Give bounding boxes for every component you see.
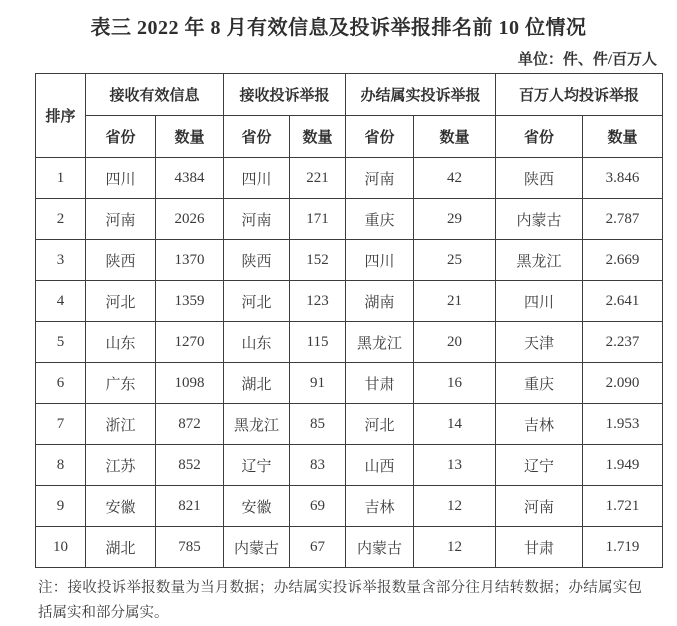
count-cell: 14: [414, 404, 496, 445]
province-cell: 内蒙古: [496, 199, 583, 240]
province-cell: 河南: [346, 158, 414, 199]
count-cell: 2.641: [583, 281, 663, 322]
count-cell: 4384: [156, 158, 224, 199]
header-count: 数量: [290, 116, 346, 158]
header-group-verified-complaints: 办结属实投诉举报: [346, 74, 496, 116]
province-cell: 黑龙江: [496, 240, 583, 281]
header-province: 省份: [86, 116, 156, 158]
province-cell: 黑龙江: [346, 322, 414, 363]
table-row: [36, 281, 663, 322]
table-row: [36, 363, 663, 404]
count-cell: 21: [414, 281, 496, 322]
count-cell: 171: [290, 199, 346, 240]
rank-cell: 6: [36, 363, 86, 404]
province-cell: 黑龙江: [224, 404, 290, 445]
count-cell: 20: [414, 322, 496, 363]
table-row: [36, 527, 663, 568]
count-cell: 2.090: [583, 363, 663, 404]
count-cell: 25: [414, 240, 496, 281]
rank-cell: 10: [36, 527, 86, 568]
province-cell: 四川: [86, 158, 156, 199]
province-cell: 湖北: [224, 363, 290, 404]
rank-cell: 8: [36, 445, 86, 486]
province-cell: 陕西: [496, 158, 583, 199]
province-cell: 安徽: [224, 486, 290, 527]
province-cell: 重庆: [496, 363, 583, 404]
count-cell: 67: [290, 527, 346, 568]
province-cell: 甘肃: [346, 363, 414, 404]
count-cell: 1.953: [583, 404, 663, 445]
province-cell: 四川: [496, 281, 583, 322]
count-cell: 91: [290, 363, 346, 404]
count-cell: 12: [414, 486, 496, 527]
table-row: [36, 486, 663, 527]
count-cell: 42: [414, 158, 496, 199]
rank-cell: 2: [36, 199, 86, 240]
province-cell: 吉林: [346, 486, 414, 527]
province-cell: 辽宁: [224, 445, 290, 486]
province-cell: 山东: [86, 322, 156, 363]
province-cell: 陕西: [86, 240, 156, 281]
count-cell: 1359: [156, 281, 224, 322]
count-cell: 2.787: [583, 199, 663, 240]
count-cell: 123: [290, 281, 346, 322]
rank-cell: 4: [36, 281, 86, 322]
rank-cell: 1: [36, 158, 86, 199]
count-cell: 821: [156, 486, 224, 527]
table-row: [36, 322, 663, 363]
province-cell: 河南: [86, 199, 156, 240]
province-cell: 河北: [224, 281, 290, 322]
table-row: [36, 404, 663, 445]
header-province: 省份: [496, 116, 583, 158]
count-cell: 3.846: [583, 158, 663, 199]
province-cell: 河南: [496, 486, 583, 527]
count-cell: 29: [414, 199, 496, 240]
count-cell: 12: [414, 527, 496, 568]
rank-cell: 3: [36, 240, 86, 281]
table-header: [36, 74, 663, 158]
footnote: 注：接收投诉举报数量为当月数据；办结属实投诉举报数量含部分往月结转数据；办结属实包括属实和部分属实。: [38, 580, 642, 621]
header-row-subcolumns: [36, 116, 663, 158]
count-cell: 2.669: [583, 240, 663, 281]
count-cell: 2.237: [583, 322, 663, 363]
count-cell: 115: [290, 322, 346, 363]
header-row-groups: [36, 74, 663, 116]
province-cell: 安徽: [86, 486, 156, 527]
header-count: 数量: [583, 116, 663, 158]
header-group-received-valid-info: 接收有效信息: [86, 74, 224, 116]
rank-cell: 5: [36, 322, 86, 363]
header-rank: 排序: [36, 74, 86, 158]
count-cell: 16: [414, 363, 496, 404]
count-cell: 872: [156, 404, 224, 445]
count-cell: 1.721: [583, 486, 663, 527]
province-cell: 河北: [346, 404, 414, 445]
ranking-table: [35, 73, 663, 568]
count-cell: 69: [290, 486, 346, 527]
province-cell: 湖北: [86, 527, 156, 568]
table-row: [36, 158, 663, 199]
province-cell: 湖南: [346, 281, 414, 322]
header-province: 省份: [346, 116, 414, 158]
count-cell: 83: [290, 445, 346, 486]
province-cell: 吉林: [496, 404, 583, 445]
header-count: 数量: [156, 116, 224, 158]
header-group-complaints-per-million: 百万人均投诉举报: [496, 74, 663, 116]
table-body: [36, 158, 663, 568]
header-count: 数量: [414, 116, 496, 158]
count-cell: 1.949: [583, 445, 663, 486]
province-cell: 河南: [224, 199, 290, 240]
unit-label: 单位：件、件/百万人: [517, 52, 657, 68]
rank-cell: 7: [36, 404, 86, 445]
table-row: [36, 445, 663, 486]
province-cell: 山东: [224, 322, 290, 363]
count-cell: 785: [156, 527, 224, 568]
province-cell: 四川: [224, 158, 290, 199]
province-cell: 江苏: [86, 445, 156, 486]
count-cell: 1098: [156, 363, 224, 404]
rank-cell: 9: [36, 486, 86, 527]
province-cell: 广东: [86, 363, 156, 404]
header-province: 省份: [224, 116, 290, 158]
province-cell: 内蒙古: [224, 527, 290, 568]
province-cell: 浙江: [86, 404, 156, 445]
count-cell: 852: [156, 445, 224, 486]
count-cell: 13: [414, 445, 496, 486]
province-cell: 陕西: [224, 240, 290, 281]
province-cell: 甘肃: [496, 527, 583, 568]
count-cell: 152: [290, 240, 346, 281]
table-row: [36, 240, 663, 281]
count-cell: 1.719: [583, 527, 663, 568]
province-cell: 河北: [86, 281, 156, 322]
page-title: 表三 2022 年 8 月有效信息及投诉举报排名前 10 位情况: [90, 17, 587, 39]
province-cell: 四川: [346, 240, 414, 281]
table-row: [36, 199, 663, 240]
count-cell: 1370: [156, 240, 224, 281]
count-cell: 85: [290, 404, 346, 445]
province-cell: 内蒙古: [346, 527, 414, 568]
province-cell: 辽宁: [496, 445, 583, 486]
count-cell: 2026: [156, 199, 224, 240]
count-cell: 1270: [156, 322, 224, 363]
header-group-received-complaints: 接收投诉举报: [224, 74, 346, 116]
province-cell: 重庆: [346, 199, 414, 240]
province-cell: 天津: [496, 322, 583, 363]
count-cell: 221: [290, 158, 346, 199]
province-cell: 山西: [346, 445, 414, 486]
